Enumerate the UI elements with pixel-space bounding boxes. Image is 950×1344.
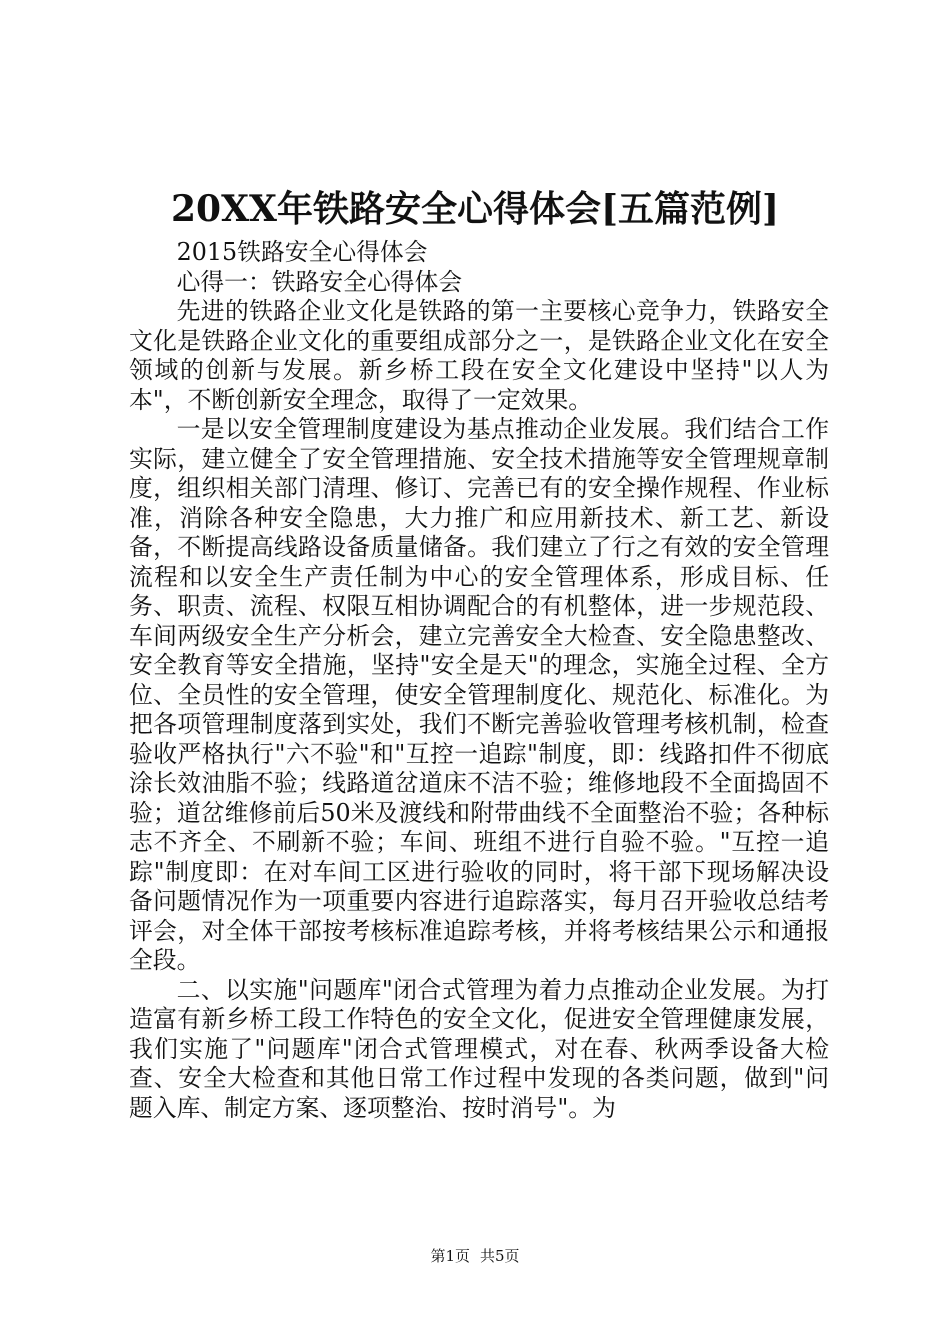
page-number: 第1页 bbox=[430, 1247, 470, 1265]
document-title: 20XX年铁路安全心得体会[五篇范例] bbox=[170, 188, 780, 230]
paragraph: 二、以实施"问题库"闭合式管理为着力点推动企业发展。为打造富有新乡桥工段工作特色的安全文化，促进安全管理健康发展，我们实施了"问题库"闭合式管理模式，对在春、秋两季设备大检查、安全大检查和其他日常工作过程中发现的各类问题，做到"问题入库、制定方案、逐项整治、按时消号"。为 bbox=[129, 975, 829, 1122]
paragraph: 一是以安全管理制度建设为基点推动企业发展。我们结合工作实际，建立健全了安全管理措施、安全技术措施等安全管理规章制度，组织相关部门清理、修订、完善已有的安全操作规程、作业标准，消除各种安全隐患，大力推广和应用新技术、新工艺、新设备，不断提高线路设备质量储备。我们建立了行之有效的安全管理流程和以安全生产责任制为中心的安全管理体系，形成目标、任务、职责、流程、权限互相协调配合的有机整体，进一步规范段、车间两级安全生产分析会，建立完善安全大检查、安全隐患整改、安全教育等安全措施，坚持"安全是天"的理念，实施全过程、全方位、全员性的安全管理，使安全管理制度化、规范化、标准化。为把各项管理制度落到实处，我们不断完善验收管理考核机制，检查验收严格执行"六不验"和"互控一追踪"制度，即：线路扣件不彻底涂长效油脂不验；线路道岔道床不洁不验；维修地段不全面捣固不验；道岔维修前后50米及渡线和附带曲线不全面整治不验；各种标志不齐全、不刷新不验；车间、班组不进行自验不验。"互控一追踪"制度即：在对车间工区进行验收的同时，将干部下现场解决设备问题情况作为一项重要内容进行追踪落实，每月召开验收总结考评会，对全体干部按考核标准追踪考核，并将考核结果公示和通报全段。 bbox=[129, 415, 829, 974]
page-total: 共5页 bbox=[480, 1247, 520, 1265]
paragraph: 先进的铁路企业文化是铁路的第一主要核心竞争力，铁路安全文化是铁路企业文化的重要组成部分之一，是铁路企业文化在安全领域的创新与发展。新乡桥工段在安全文化建设中坚持"以人为本"，不断创新安全理念，取得了一定效果。 bbox=[129, 297, 829, 414]
document-body bbox=[129, 238, 829, 1123]
section-heading: 心得一：铁路安全心得体会 bbox=[176, 267, 463, 296]
document-subtitle: 2015铁路安全心得体会 bbox=[176, 238, 428, 266]
page-footer bbox=[0, 1246, 950, 1266]
